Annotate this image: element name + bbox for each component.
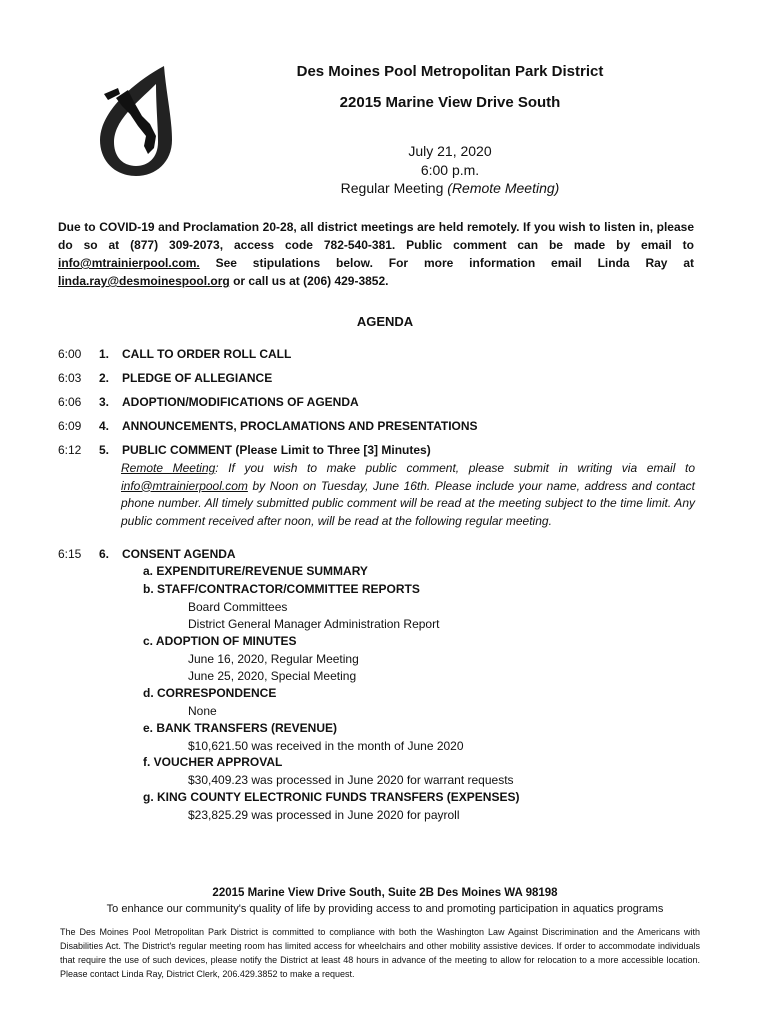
consent-item-a: a. EXPENDITURE/REVENUE SUMMARY — [143, 564, 368, 578]
item-title: ADOPTION/MODIFICATIONS OF AGENDA — [122, 395, 359, 409]
footer-address: 22015 Marine View Drive South, Suite 2B Des Moines WA 98198 — [212, 887, 558, 899]
footer-mission: To enhance our community's quality of life by providing access to and promoting participation in aquatics programs — [106, 903, 664, 915]
meeting-note: (Remote Meeting) — [447, 180, 560, 196]
agenda-title: AGENDA — [356, 314, 414, 329]
item-title: CONSENT AGENDA — [122, 547, 236, 561]
intro-text-1: Due to COVID-19 and Proclamation 20-28, all district meetings are held remotely. If you wish to listen in, please do so at (877) 309-2073, access code 782-540-381. Public comment can be made by email to — [58, 220, 694, 252]
item-number: 1. — [99, 347, 110, 361]
org-name: Des Moines Pool Metropolitan Park District — [296, 63, 604, 80]
intro-paragraph — [58, 218, 694, 290]
consent-detail: District General Manager Administration Report — [188, 617, 440, 631]
info-email-link[interactable]: info@mtrainierpool.com. — [58, 256, 200, 270]
consent-item-d: d. CORRESPONDENCE — [143, 686, 277, 700]
item-time: 6:00 — [58, 347, 82, 361]
consent-item-c: c. ADOPTION OF MINUTES — [143, 634, 297, 648]
item-time: 6:06 — [58, 395, 82, 409]
linda-email-link[interactable]: linda.ray@desmoinespool.org — [58, 274, 230, 288]
item-number: 2. — [99, 371, 110, 385]
meeting-time: 6:00 p.m. — [420, 162, 480, 178]
public-comment-email-link[interactable]: info@mtrainierpool.com — [121, 478, 248, 493]
public-comment-description — [121, 460, 695, 530]
meeting-date: July 21, 2020 — [408, 143, 492, 159]
consent-detail: Board Committees — [188, 600, 288, 614]
consent-item-f: f. VOUCHER APPROVAL — [143, 755, 283, 769]
item-time: 6:09 — [58, 419, 82, 433]
remote-meeting-label: Remote Meeting — [121, 461, 216, 475]
public-comment-text-2: by Noon on Tuesday, June 16th. Please include your name, address and contact phone number. All timely submitted public comment will be read at the meeting subject to the time limit. Any public comment received after noon, will be read at the following regular meeting. — [121, 478, 695, 528]
item-time: 6:15 — [58, 547, 82, 561]
item-title: PLEDGE OF ALLEGIANCE — [122, 371, 273, 385]
item-number: 3. — [99, 395, 110, 409]
item-time: 6:03 — [58, 371, 82, 385]
org-address: 22015 Marine View Drive South — [339, 94, 561, 111]
item-title: ANNOUNCEMENTS, PROCLAMATIONS AND PRESENTATIONS — [122, 419, 478, 433]
consent-detail: June 25, 2020, Special Meeting — [188, 669, 357, 683]
consent-detail: June 16, 2020, Regular Meeting — [188, 652, 359, 666]
item-title: PUBLIC COMMENT (Please Limit to Three [3] Minutes) — [122, 443, 431, 457]
meeting-type — [160, 180, 740, 196]
footer-notice: The Des Moines Pool Metropolitan Park District is committed to compliance with both the Washington Law Against Discrimination and the Americans with Disabilities Act. The District's regular meeting room has limited access for wheelchairs and other mobility assistive devices. If order to accommodate individuals that require the use of such devices, please notify the District at least 48 hours in advance of the meeting to allow for relocation to a more accessible location. Please contact Linda Ray, District Clerk, 206.429.3852 to make a request. — [60, 927, 700, 979]
public-comment-text-1: : If you wish to make public comment, please submit in writing via email to — [215, 461, 695, 475]
consent-item-e: e. BANK TRANSFERS (REVENUE) — [143, 721, 338, 735]
meeting-type-label: Regular Meeting — [340, 180, 444, 196]
item-number: 4. — [99, 419, 110, 433]
consent-item-b: b. STAFF/CONTRACTOR/COMMITTEE REPORTS — [143, 582, 420, 596]
intro-text-2: See stipulations below. For more information email Linda Ray at — [199, 256, 694, 270]
consent-detail: $30,409.23 was processed in June 2020 for warrant requests — [188, 773, 514, 787]
consent-item-g: g. KING COUNTY ELECTRONIC FUNDS TRANSFERS (EXPENSES) — [143, 790, 520, 804]
consent-detail: $23,825.29 was processed in June 2020 for payroll — [188, 808, 460, 822]
item-time: 6:12 — [58, 443, 82, 457]
item-number: 6. — [99, 547, 110, 561]
consent-detail: None — [188, 704, 217, 718]
item-title: CALL TO ORDER ROLL CALL — [122, 347, 292, 361]
intro-text-3: or call us at (206) 429-3852. — [229, 274, 389, 288]
consent-detail: $10,621.50 was received in the month of June 2020 — [188, 739, 464, 753]
item-number: 5. — [99, 443, 110, 457]
